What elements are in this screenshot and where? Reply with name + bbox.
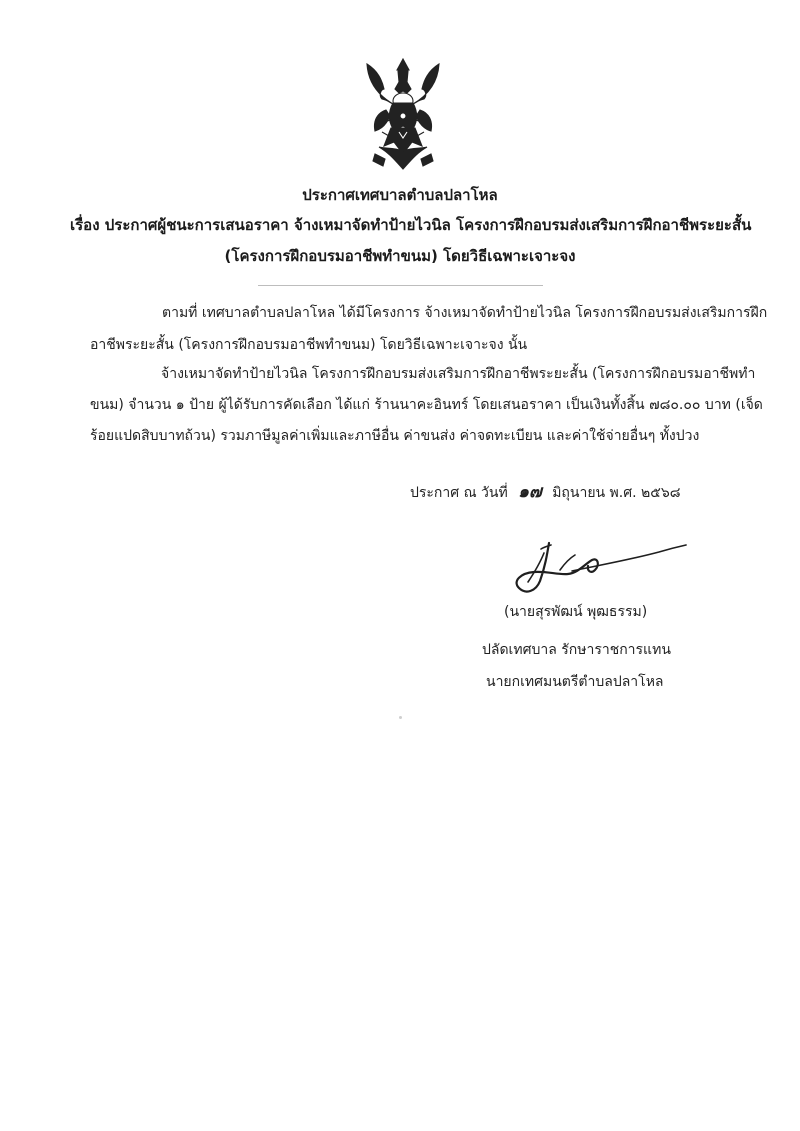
date-day: ๑๗ — [518, 482, 542, 502]
document-subject-line-2: (โครงการฝึกอบรมอาชีพทำขนม) โดยวิธีเฉพาะเจาะจง — [224, 247, 576, 265]
announcement-date — [410, 482, 681, 503]
separator-text — [258, 276, 543, 296]
paragraph-2-line-2: ขนม) จำนวน ๑ ป้าย ผู้ได้รับการคัดเลือก ได้แก่ ร้านนาคะอินทร์ โดยเสนอราคา เป็นเงินทั้งสิ้น ๗๘๐.๐๐ บาท (เจ็ด — [90, 397, 763, 413]
signatory-position-2: นายกเทศมนตรีตำบลปลาโหล — [486, 674, 664, 690]
garuda-emblem-icon — [360, 58, 446, 170]
paragraph-1-line-2: อาชีพระยะสั้น (โครงการฝึกอบรมอาชีพทำขนม) โดยวิธีเฉพาะเจาะจง นั้น — [90, 337, 528, 353]
date-suffix: มิถุนายน พ.ศ. ๒๕๖๘ — [552, 485, 681, 501]
paragraph-1-line-1: ตามที่ เทศบาลตำบลปลาโหล ได้มีโครงการ จ้างเหมาจัดทำป้ายไวนิล โครงการฝึกอบรมส่งเสริมการฝึก — [162, 305, 768, 321]
document-title: ประกาศเทศบาลตำบลปลาโหล — [302, 186, 498, 204]
paragraph-2-line-3: ร้อยแปดสิบบาทถ้วน) รวมภาษีมูลค่าเพิ่มและภาษีอื่น ค่าขนส่ง ค่าจดทะเบียน และค่าใช้จ่ายอื่นๆ ทั้งปวง — [90, 428, 700, 444]
title-separator — [258, 285, 543, 286]
signatory-name: (นายสุรพัฒน์ พุฒธรรม) — [504, 604, 648, 620]
date-prefix: ประกาศ ณ วันที่ — [410, 485, 508, 501]
paragraph-2-line-1: จ้างเหมาจัดทำป้ายไวนิล โครงการฝึกอบรมส่งเสริมการฝึกอาชีพระยะสั้น (โครงการฝึกอบรมอาชีพทำ — [161, 366, 756, 382]
document-subject-line-1: เรื่อง ประกาศผู้ชนะการเสนอราคา จ้างเหมาจัดทำป้ายไวนิล โครงการฝึกอบรมส่งเสริมการฝึกอาชีพระยะสั้น — [70, 216, 752, 234]
signatory-position-1: ปลัดเทศบาล รักษาราชการแทน — [482, 642, 671, 658]
scan-mark — [399, 716, 402, 719]
